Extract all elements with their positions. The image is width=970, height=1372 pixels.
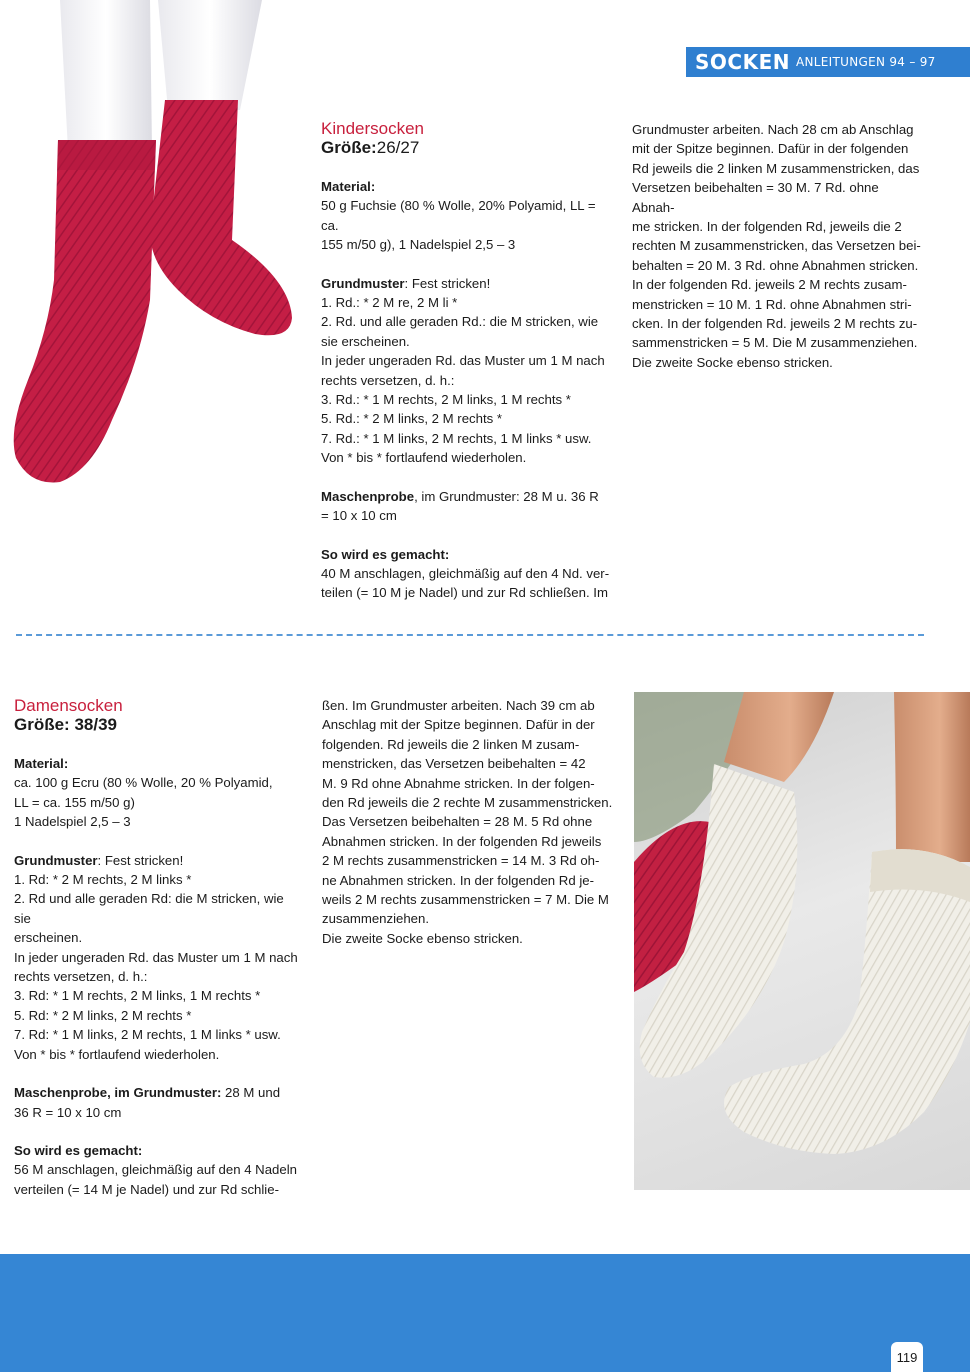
- women-size-value: 38/39: [74, 715, 118, 734]
- women-pattern-heading: Grundmuster: [14, 852, 98, 868]
- kids-pattern-title: Kindersocken: [321, 119, 425, 138]
- women-howto-line: 56 M anschlagen, gleichmäßig auf den 4 Nadeln: [14, 1162, 297, 1178]
- kids-howto-line: teilen (= 10 M je Nadel) und zur Rd schließen. Im: [321, 585, 608, 601]
- women-gauge-line-2: 36 R = 10 x 10 cm: [14, 1104, 122, 1120]
- women-material-heading: Material:: [14, 756, 69, 771]
- kids-continuation-line: sammenstricken = 5 M. Die M zusammenziehen.: [632, 335, 918, 351]
- women-pattern-title: Damensocken: [14, 696, 123, 715]
- kids-continuation-line: rechten M zusammenstricken, das Versetzen bei-: [632, 238, 921, 254]
- kids-gauge-line-2: = 10 x 10 cm: [321, 508, 397, 524]
- kids-socks-illustration: [0, 0, 300, 500]
- women-continuation-line: M. 9 Rd ohne Abnahme stricken. In der folgen-: [322, 775, 595, 791]
- kids-gauge-line: [321, 487, 613, 506]
- women-pattern-line: 3. Rd: * 1 M rechts, 2 M links, 1 M rechts *: [14, 988, 261, 1004]
- kids-material-line: 50 g Fuchsie (80 % Wolle, 20% Polyamid, LL = ca.: [321, 198, 596, 233]
- women-size-label: Größe:: [14, 715, 70, 734]
- kids-pattern-column-1: [321, 119, 613, 603]
- page-number: 119: [891, 1342, 923, 1372]
- women-socks-illustration: [634, 692, 970, 1190]
- kids-pattern-heading: Grundmuster: [321, 275, 405, 291]
- section-header-tag: [686, 47, 970, 77]
- women-pattern-column-2: [322, 696, 613, 948]
- women-pattern-column-1: [14, 696, 302, 1199]
- kids-pattern-line: 5. Rd.: * 2 M links, 2 M rechts *: [321, 411, 503, 427]
- kids-pattern-line: 7. Rd.: * 1 M links, 2 M rechts, 1 M links * usw.: [321, 430, 592, 446]
- kids-pattern-line: 3. Rd.: * 1 M rechts, 2 M links, 1 M rechts *: [321, 392, 571, 408]
- women-pattern-line: 5. Rd: * 2 M links, 2 M rechts *: [14, 1007, 192, 1023]
- women-material-line: ca. 100 g Ecru (80 % Wolle, 20 % Polyamid,: [14, 775, 273, 791]
- women-pattern-line: rechts versetzen, d. h.:: [14, 969, 148, 985]
- kids-pattern-line: 1. Rd.: * 2 M re, 2 M li *: [321, 295, 458, 311]
- women-continuation-line: menstricken, das Versetzen beibehalten = 42: [322, 756, 586, 772]
- women-pattern-line: In jeder ungeraden Rd. das Muster um 1 M nach: [14, 949, 298, 965]
- women-gauge-heading: Maschenprobe, im Grundmuster:: [14, 1085, 222, 1101]
- women-continuation-line: ßen. Im Grundmuster arbeiten. Nach 39 cm ab: [322, 698, 595, 713]
- women-pattern-heading-rest: : Fest stricken!: [97, 852, 184, 868]
- kids-pattern-column-2: [632, 120, 922, 372]
- women-continuation-line: ne Abnahmen stricken. In der folgenden Rd je-: [322, 872, 594, 888]
- kids-pattern-heading-rest: : Fest stricken!: [404, 275, 491, 291]
- women-socks-photo: [634, 692, 970, 1190]
- kids-continuation-line: Grundmuster arbeiten. Nach 28 cm ab Anschlag: [632, 122, 914, 137]
- women-continuation-line: den Rd jeweils die 2 rechte M zusammenstricken.: [322, 795, 613, 811]
- women-size: [14, 715, 302, 735]
- kids-material-line: 155 m/50 g), 1 Nadelspiel 2,5 – 3: [321, 237, 516, 253]
- women-continuation-line: Die zweite Socke ebenso stricken.: [322, 930, 523, 946]
- kids-gauge-rest: , im Grundmuster: 28 M u. 36 R: [414, 488, 599, 504]
- women-gauge-rest: 28 M und: [221, 1085, 281, 1101]
- section-subtitle: ANLEITUNGEN 94 – 97: [795, 55, 936, 69]
- kids-pattern-line: In jeder ungeraden Rd. das Muster um 1 M nach: [321, 353, 605, 369]
- women-continuation-line: Das Versetzen beibehalten = 28 M. 5 Rd ohne: [322, 814, 593, 830]
- kids-material-heading: Material:: [321, 179, 376, 194]
- women-continuation-line: 2 M rechts zusammenstricken = 14 M. 3 Rd oh-: [322, 853, 600, 869]
- kids-gauge-heading: Maschenprobe: [321, 488, 415, 504]
- women-pattern-line: 1. Rd: * 2 M rechts, 2 M links *: [14, 872, 192, 888]
- women-continuation-line: weils 2 M rechts zusammenstricken = 7 M. Die M: [322, 892, 609, 908]
- footer-band: [0, 1254, 970, 1372]
- women-gauge-line: [14, 1083, 302, 1102]
- women-howto-line: verteilen (= 14 M je Nadel) und zur Rd schlie-: [14, 1181, 279, 1197]
- women-pattern-line: 2. Rd und alle geraden Rd: die M stricken, wie sie: [14, 891, 284, 926]
- kids-pattern-line: 2. Rd. und alle geraden Rd.: die M stricken, wie: [321, 314, 599, 330]
- women-pattern-line: Von * bis * fortlaufend wiederholen.: [14, 1046, 220, 1062]
- kids-size-label: Größe:: [321, 138, 377, 157]
- women-pattern-heading-line: [14, 851, 302, 870]
- women-pattern-line: erscheinen.: [14, 930, 83, 946]
- women-continuation-line: folgenden. Rd jeweils die 2 linken M zusam-: [322, 736, 580, 752]
- kids-pattern-line: Von * bis * fortlaufend wiederholen.: [321, 450, 527, 466]
- kids-continuation-line: cken. In der folgenden Rd. jeweils 2 M rechts zu-: [632, 316, 918, 332]
- women-howto-heading: So wird es gemacht:: [14, 1142, 143, 1158]
- kids-continuation-line: behalten = 20 M. 3 Rd. ohne Abnahmen stricken.: [632, 257, 919, 273]
- kids-size-value: 26/27: [376, 138, 420, 157]
- kids-continuation-line: Versetzen beibehalten = 30 M. 7 Rd. ohne Abnah-: [632, 180, 879, 215]
- kids-pattern-line: rechts versetzen, d. h.:: [321, 372, 455, 388]
- women-continuation-line: Abnahmen stricken. In der folgenden Rd jeweils: [322, 833, 602, 849]
- kids-howto-line: 40 M anschlagen, gleichmäßig auf den 4 Nd. ver-: [321, 565, 610, 581]
- kids-continuation-line: In der folgenden Rd. jeweils 2 M rechts zusam-: [632, 277, 907, 293]
- kids-continuation-line: Rd jeweils die 2 linken M zusammenstricken, das: [632, 160, 920, 176]
- kids-socks-photo: [0, 0, 300, 500]
- kids-howto-heading: So wird es gemacht:: [321, 546, 450, 562]
- women-material-line: LL = ca. 155 m/50 g): [14, 794, 135, 810]
- kids-size: [321, 138, 613, 158]
- kids-pattern-heading-line: [321, 274, 613, 293]
- kids-continuation-line: Die zweite Socke ebenso stricken.: [632, 354, 833, 370]
- women-continuation-line: Anschlag mit der Spitze beginnen. Dafür in der: [322, 717, 595, 733]
- kids-continuation-line: menstricken = 10 M. 1 Rd. ohne Abnahmen stri-: [632, 296, 912, 312]
- section-title: SOCKEN: [695, 50, 790, 74]
- women-material-line: 1 Nadelspiel 2,5 – 3: [14, 814, 131, 830]
- kids-pattern-line: sie erscheinen.: [321, 333, 410, 349]
- section-divider: [16, 634, 924, 636]
- women-pattern-line: 7. Rd: * 1 M links, 2 M rechts, 1 M links * usw.: [14, 1027, 281, 1043]
- kids-continuation-line: me stricken. In der folgenden Rd, jeweils die 2: [632, 219, 902, 235]
- kids-continuation-line: mit der Spitze beginnen. Dafür in der folgenden: [632, 141, 909, 157]
- women-continuation-line: zusammenziehen.: [322, 911, 430, 927]
